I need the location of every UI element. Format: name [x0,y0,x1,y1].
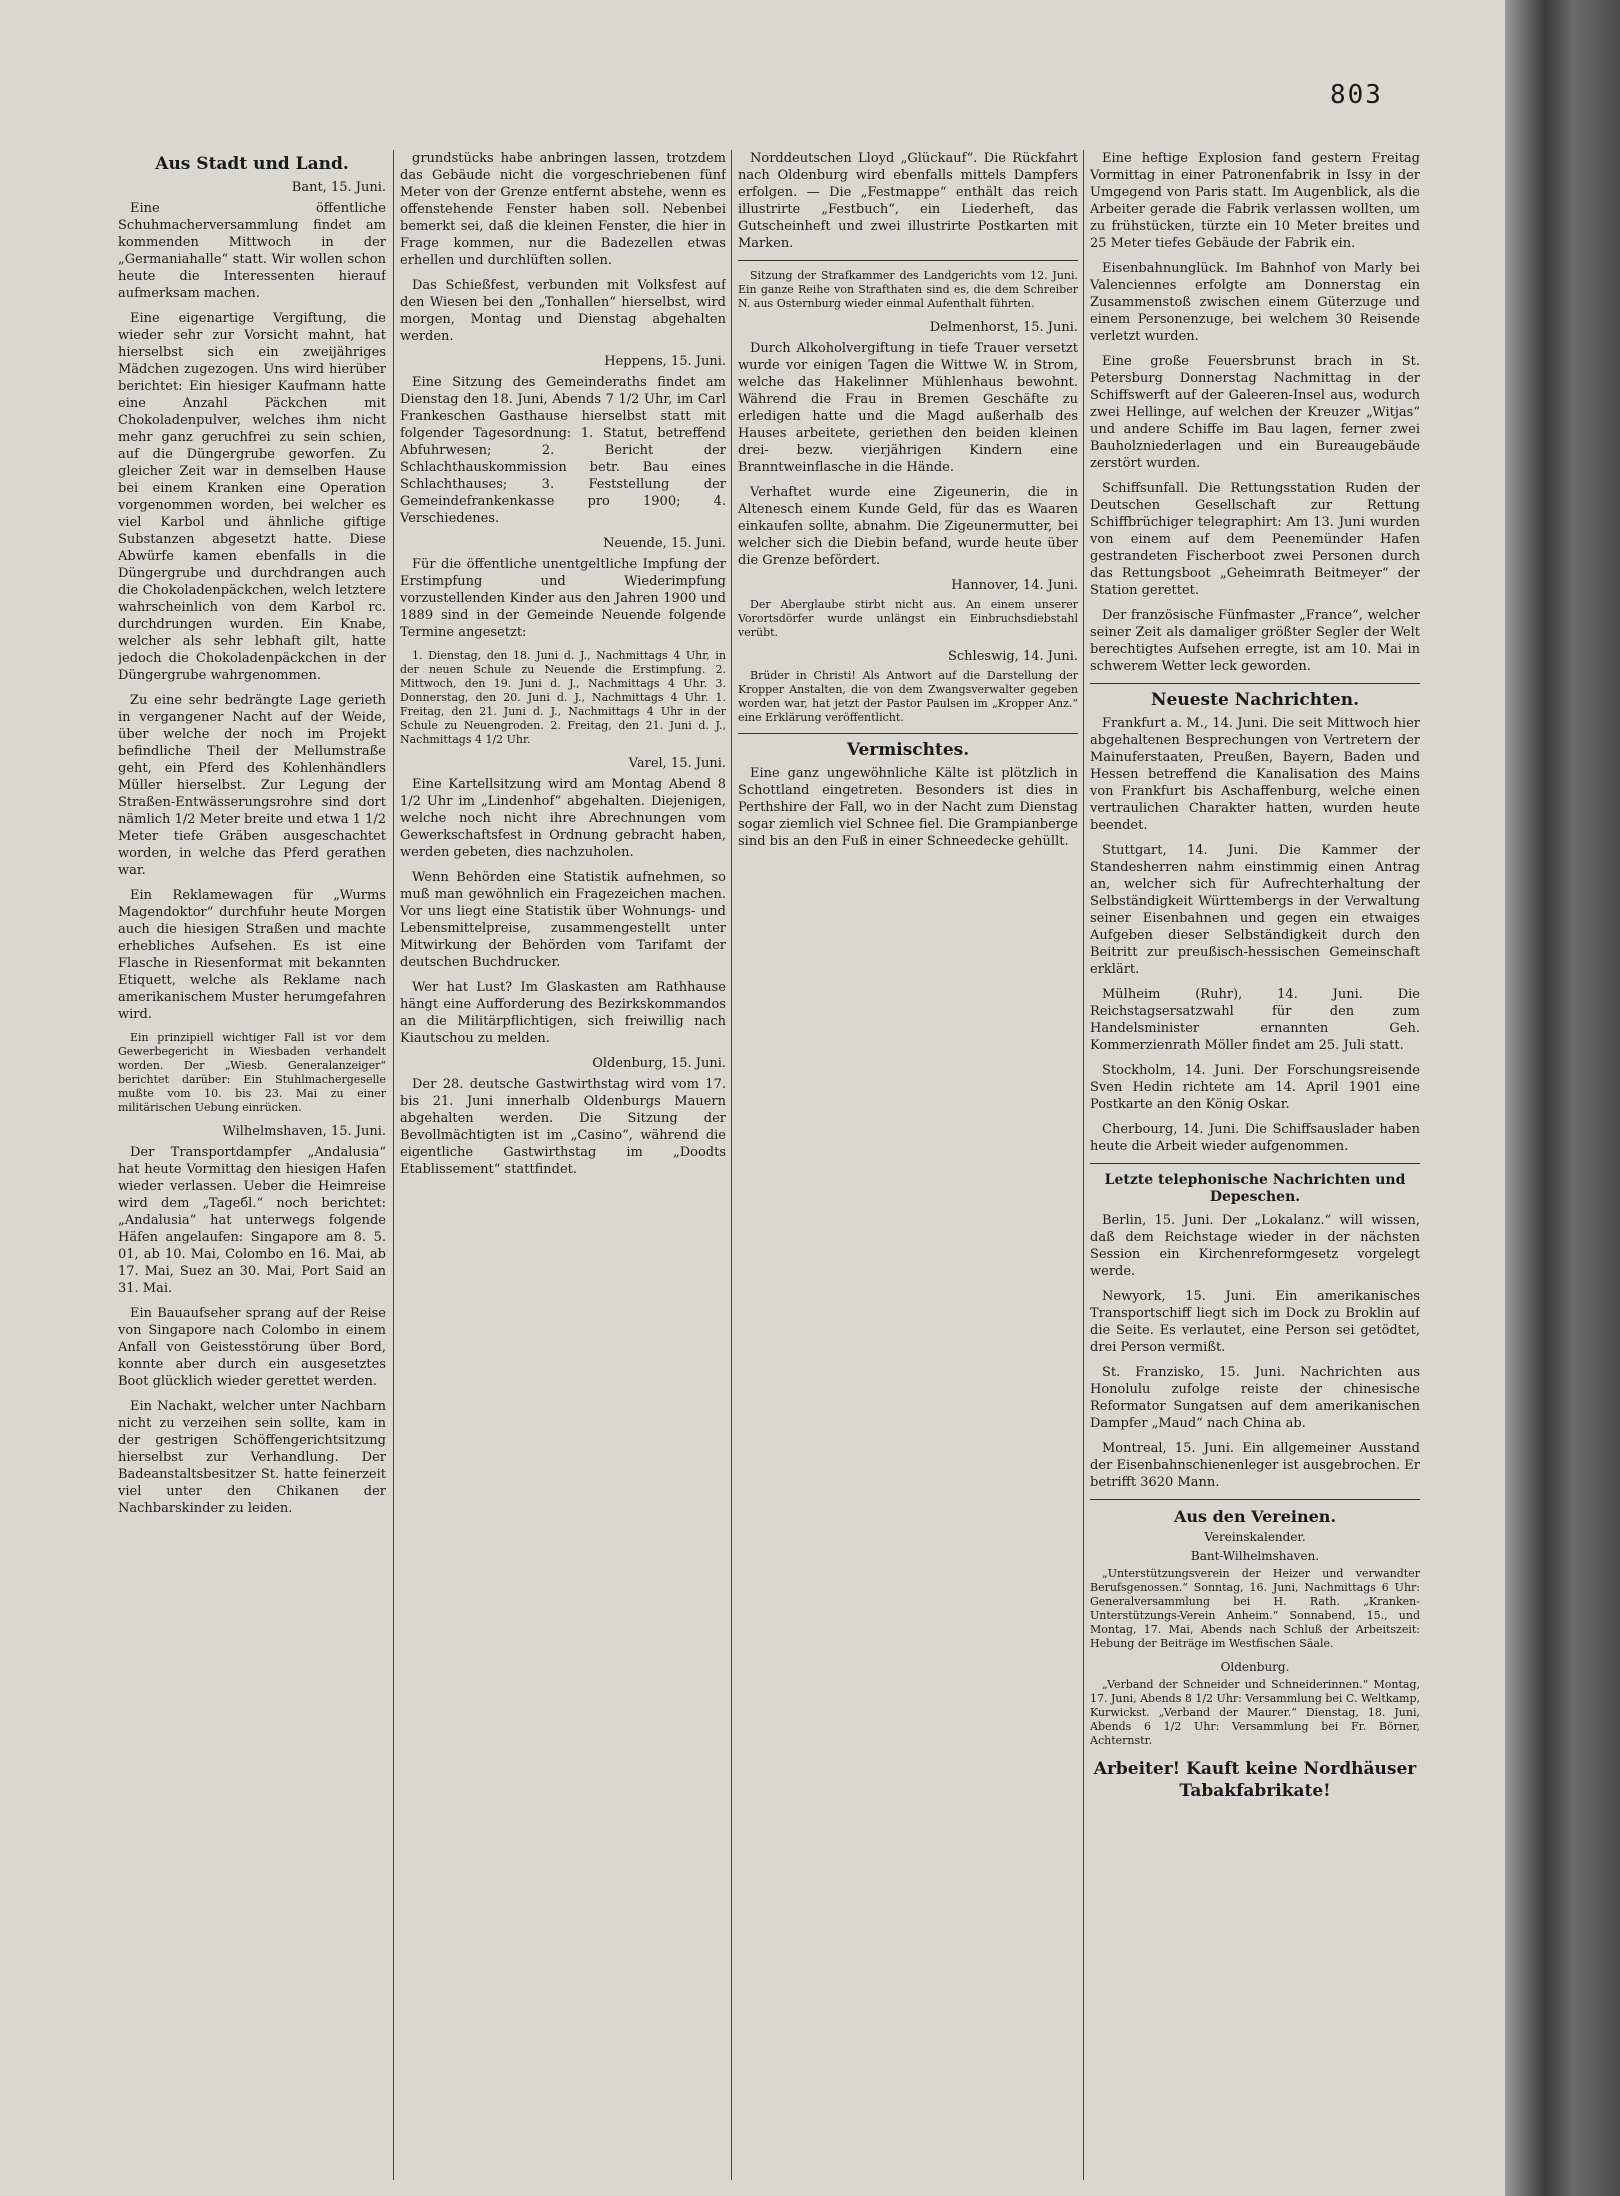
news-item: Montreal, 15. Juni. Ein allgemeiner Ausstand der Eisenbahnschienenleger ist ausgebrochen. Er betrifft 3620 Mann. [1090,1441,1420,1490]
section-title: Aus den Vereinen. [1173,1507,1337,1526]
news-item: Verhaftet wurde eine Zigeunerin, die in Altenesch einem Kunde Geld, für das es Waaren einkaufen sollte, abnahm. Die Zigeunermutter, bei welcher sich die Diebin befand, wurde heute über die Grenze befördert. [738,485,1078,568]
news-item: St. Franzisko, 15. Juni. Nachrichten aus Honolulu zufolge reiste der chinesische Reformator Sungatsen auf dem amerikanischen Dampfer „Maud“ nach China ab. [1090,1365,1420,1431]
divider [738,733,1078,734]
dateline: Wilhelmshaven, 15. Juni. [222,1124,386,1139]
column-rule [393,150,394,2180]
news-item: Eine ganz ungewöhnliche Kälte ist plötzlich in Schottland eingetreten. Besonders ist dies in Perthshire der Fall, wo in der Nacht zum Dienstag sogar ziemlich viel Schnee fiel. Die Grampianberge sind bis an den Fuß in einer Schneedecke gehüllt. [738,766,1078,849]
news-item: Sitzung der Strafkammer des Landgerichts vom 12. Juni. Ein ganze Reihe von Strafthaten sind es, die dem Schreiber N. aus Osternburg wieder einmal Aufenthalt führten. [738,269,1078,310]
news-item: Brüder in Christi! Als Antwort auf die Darstellung der Kropper Anstalten, die von dem Zwangsverwalter gegeben worden war, hat jetzt der Pastor Paulsen im „Kropper Anz.“ eine Erklärung veröffentlicht. [738,669,1078,724]
section-title: Aus Stadt und Land. [155,154,349,174]
news-item: Mülheim (Ruhr), 14. Juni. Die Reichstagsersatzwahl für den zum Handelsminister ernannten Geh. Kommerzienrath Möller findet am 25. Juli statt. [1090,987,1420,1053]
section-title: Letzte telephonische Nachrichten und Depeschen. [1104,1172,1406,1205]
news-item: Der Transportdampfer „Andalusia“ hat heute Vormittag den hiesigen Hafen wieder verlassen. Ueber die Heimreise wird dem „Tageбl.“ noch berichtet: „Andalusia“ hat unterwegs folgende Häfen angelaufen: Singapore am 8. 5. 01, ab 10. Mai, Colombo en 16. Mai, ab 17. Mai, Suez an 30. Mai, Port Said an 31. Mai. [118,1145,386,1296]
news-item: Wenn Behörden eine Statistik aufnehmen, so muß man gewöhnlich ein Fragezeichen machen. Vor uns liegt eine Statistik über Wohnungs- und Lebensmittelpreise, zusammengestellt unter Mitwirkung der Behörden vom Tarifamt der deutschen Buchdrucker. [400,870,726,970]
news-item: Eine große Feuersbrunst brach in St. Petersburg Donnerstag Nachmittag in der Schiffswerft auf der Galeeren-Insel aus, wodurch zwei Hellinge, auf welchen der Kreuzer „Witjas“ und andere Schiffe im Bau lagen, ferner zwei Bauholzniederlagen und ein Bureaugebäude zerstört wurden. [1090,354,1420,471]
news-item: „Unterstützungsverein der Heizer und verwandter Berufsgenossen.“ Sonntag, 16. Juni, Nachmittags 6 Uhr: Generalversammlung bei H. Rath. „Kranken-Unterstützungs-Verein Anheim.“ Sonnabend, 15., und Montag, 17. Mai, Abends nach Schluß der Arbeitszeit: Hebung der Beiträge im Westfischen Säale. [1090,1567,1420,1650]
divider [1090,1499,1420,1500]
news-item: Stuttgart, 14. Juni. Die Kammer der Standesherren nahm einstimmig einen Antrag an, welcher sich für Aufrechterhaltung der Selbständigkeit Württembergs in der Verwaltung seiner Eisenbahnen und gegen ein etwaiges Aufgeben dieser Selbständigkeit durch den Beitritt zur preußisch-hessischen Gemeinschaft erklärt. [1090,843,1420,977]
subheading: Bant-Wilhelmshaven. [1190,1549,1320,1563]
divider [1090,1163,1420,1164]
news-item: Durch Alkoholvergiftung in tiefe Trauer versetzt wurde vor einigen Tagen die Wittwe W. in Strom, welche das Hakelinner Mühlenhaus bewohnt. Während die Frau in Bremen Geschäfte zu erledigen hatte und die Magd außerhalb des Hauses arbeitete, geriethen den beiden kleinen drei- bezw. vierjährigen Kindern eine Branntweinflasche in die Hände. [738,341,1078,475]
news-item: Eine heftige Explosion fand gestern Freitag Vormittag in einer Patronenfabrik in Issy in der Umgegend von Paris statt. Im Augenblick, als die Arbeiter gerade die Fabrik verlassen wollten, um zu frühstücken, türzte ein 10 Meter breites und 25 Meter tiefes Gebäude der Fabrik ein. [1090,151,1420,251]
column-3 [738,150,1078,2170]
dateline: Schleswig, 14. Juni. [947,649,1078,664]
news-item: Eine eigenartige Vergiftung, die wieder sehr zur Vorsicht mahnt, hat hierselbst sich ein zweijähriges Mädchen zugezogen. Uns wird hierüber berichtet: Ein hiesiger Kaufmann hatte eine Anzahl Päckchen mit Chokoladenpulver, welches ihm nicht mehr ganz geruchfrei zu sein schien, auf die Düngergrube geworfen. Zu gleicher Zeit war in demselben Hause bei einem Kranken eine Operation vorgenommen worden, bei welcher es viel Karbol und ähnliche giftige Substanzen abgesetzt hatte. Diese Abwürfe kamen ebenfalls in die Düngergrube und durchdrangen auch die Chokoladenpäckchen, welch letztere wahrscheinlich von dem Karbol rc. durchdrungen wurden. Ein Knabe, welcher als sehr lebhaft gilt, hatte jedoch die Chokoladenpäckchen in der Düngergrube wahrgenommen. [118,311,386,683]
news-item: Das Schießfest, verbunden mit Volksfest auf den Wiesen bei den „Tonhallen“ hierselbst, wird morgen, Montag und Dienstag abgehalten werden. [400,278,726,344]
column-1 [118,150,386,2170]
divider [738,260,1078,261]
dateline: Delmenhorst, 15. Juni. [929,320,1078,335]
column-4 [1090,150,1420,2170]
dateline: Varel, 15. Juni. [628,756,726,771]
news-item: Wer hat Lust? Im Glaskasten am Rathhause hängt eine Aufforderung des Bezirkskommandos an die Militärpflichtigen, sich freiwillig nach Kiautschou zu melden. [400,980,726,1046]
news-item: „Verband der Schneider und Schneiderinnen.“ Montag, 17. Juni, Abends 8 1/2 Uhr: Versammlung bei C. Weltkamp, Kurwickst. „Verband der Maurer.“ Dienstag, 18. Juni, Abends 6 1/2 Uhr: Versammlung bei Fr. Börner, Achternstr. [1090,1678,1420,1747]
subheading: Oldenburg. [1220,1660,1290,1674]
news-item: Cherbourg, 14. Juni. Die Schiffsauslader haben heute die Arbeit wieder aufgenommen. [1090,1122,1420,1154]
book-binding [1505,0,1620,2196]
news-item: Der französische Fünfmaster „France“, welcher seiner Zeit als damaliger größter Segler der Welt berechtigtes Aufsehen erregte, ist am 10. Mai in schwerem Wetter leck geworden. [1090,608,1420,674]
subheading: Vereinskalender. [1204,1530,1306,1544]
news-item: Der Aberglaube stirbt nicht aus. An einem unserer Vorortsdörfer wurde unlängst ein Einbruchsdiebstahl verübt. [738,598,1078,639]
news-item: Ein Bauaufseher sprang auf der Reise von Singapore nach Colombo in einem Anfall von Geistesstörung über Bord, konnte aber durch ein ausgesetztes Boot glücklich wieder gerettet werden. [118,1306,386,1389]
news-item: Ein prinzipiell wichtiger Fall ist vor dem Gewerbegericht in Wiesbaden verhandelt worden. Der „Wiesb. Generalanzeiger“ berichtet darüber: Ein Stuhlmachergeselle mußte vom 10. bis 23. Mai zu einer militärischen Uebung einrücken. [118,1031,386,1114]
news-item: Zu eine sehr bedrängte Lage gerieth in vergangener Nacht auf der Weide, über welche der noch im Projekt befindliche Theil der Mellumstraße geht, ein Pferd des Kohlenhändlers Müller hierselbst. Zur Legung der Straßen-Entwässerungsrohre sind dort nämlich 1/2 Meter breite und etwa 1 1/2 Meter tiefe Gräben ausgeschachtet worden, in welche das Pferd gerathen war. [118,693,386,878]
news-item: Eine Kartellsitzung wird am Montag Abend 8 1/2 Uhr im „Lindenhof“ abgehalten. Diejenigen, welche noch nicht ihre Abrechnungen vom Gewerkschaftsfest in Ordnung gebracht haben, werden gebeten, dies nachzuholen. [400,777,726,860]
appeal-banner: Arbeiter! Kauft keine Nordhäuser Tabakfabrikate! [1093,1759,1417,1801]
news-item: Ein Reklamewagen für „Wurms Magendoktor“ durchfuhr heute Morgen auch die hiesigen Straßen und machte erhebliches Aufsehen. Es ist eine Flasche in Riesenformat mit bekannten Etiquett, welche als Reklame nach amerikanischem Muster herumgefahren wird. [118,888,386,1022]
news-item: Schiffsunfall. Die Rettungsstation Ruden der Deutschen Gesellschaft zur Rettung Schiffbrüchiger telegraphirt: Am 13. Juni wurden von einem auf dem Peenemünder Hafen gestrandeten Fischerboot zwei Personen durch das Rettungsboot „Geheimrath Beitmeyer“ der Station gerettet. [1090,481,1420,598]
dateline: Oldenburg, 15. Juni. [592,1056,726,1071]
news-item: Eine öffentliche Schuhmacherversammlung findet am kommenden Mittwoch in der „Germaniahalle“ statt. Wir wollen schon heute die Interessenten hierauf aufmerksam machen. [118,201,386,301]
news-item: Der 28. deutsche Gastwirthstag wird vom 17. bis 21. Juni innerhalb Oldenburgs Mauern abgehalten werden. Die Sitzung der Bevollmächtigten ist im „Casino“, während die eigentliche Gastwirthstag im „Doodts Etablissement“ stattfindet. [400,1077,726,1177]
column-rule [731,150,732,2180]
news-item: Für die öffentliche unentgeltliche Impfung der Erstimpfung und Wiederimpfung vorzustellenden Kinder aus den Jahren 1900 und 1889 sind in der Gemeinde Neuende folgende Termine angesetzt: [400,557,726,640]
news-item: Newyork, 15. Juni. Ein amerikanisches Transportschiff liegt sich im Dock zu Broklin auf die Seite. Es verlautet, eine Person sei getödtet, drei Person vermißt. [1090,1289,1420,1355]
dateline: Heppens, 15. Juni. [604,354,726,369]
news-item: Frankfurt a. M., 14. Juni. Die seit Mittwoch hier abgehaltenen Besprechungen von Vertretern der Mainuferstaaten, Preußen, Bayern, Baden und Hessen betreffend die Kanalisation des Mains von Frankfurt bis Aschaffenburg, welche einen vertraulichen Charakter hatten, wurden heute beendet. [1090,716,1420,833]
news-item: grundstücks habe anbringen lassen, trotzdem das Gebäude nicht die vorgeschriebenen fünf Meter von der Grenze entfernt abstehe, wenn es offenstehende Fenster haben soll. Nebenbei bemerkt sei, daß die kleinen Fenster, die hier in Frage kommen, nur die Badezellen etwas erhellen und durchlüften sollen. [400,151,726,268]
dateline: Neuende, 15. Juni. [603,536,726,551]
divider [1090,683,1420,684]
section-title: Vermischtes. [846,740,970,760]
page-number: 803 [1330,80,1383,110]
column-rule [1083,150,1084,2180]
dateline: Bant, 15. Juni. [291,180,386,195]
news-item: Ein Nachakt, welcher unter Nachbarn nicht zu verzeihen sein sollte, kam in der gestrigen Schöffengerichtsitzung hierselbst zur Verhandlung. Der Badeanstaltsbesitzer St. hatte feinerzeit viel unter den Chikanen der Nachbarskinder zu leiden. [118,1399,386,1516]
section-title: Neueste Nachrichten. [1150,690,1360,710]
news-item: 1. Dienstag, den 18. Juni d. J., Nachmittags 4 Uhr, in der neuen Schule zu Neuende die Erstimpfung. 2. Mittwoch, den 19. Juni d. J., Nachmittags 4 Uhr. 3. Donnerstag, den 20. Juni d. J., Nachmittags 4 Uhr. 1. Freitag, den 21. Juni d. J., Nachmittags 4 Uhr in der Schule zu Neuengroden. 2. Freitag, den 21. Juni d. J., Nachmittags 4 1/2 Uhr. [400,649,726,746]
column-2 [400,150,726,2170]
news-item: Berlin, 15. Juni. Der „Lokalanz.“ will wissen, daß dem Reichstage wieder in der nächsten Session ein Kirchenreformgesetz vorgelegt werde. [1090,1213,1420,1279]
dateline: Hannover, 14. Juni. [951,578,1078,593]
news-item: Stockholm, 14. Juni. Der Forschungsreisende Sven Hedin richtete am 14. April 1901 eine Postkarte an den König Oskar. [1090,1063,1420,1112]
news-item: Norddeutschen Lloyd „Glückauf“. Die Rückfahrt nach Oldenburg wird ebenfalls mittels Dampfers erfolgen. — Die „Festmappe“ enthält das reich illustrirte „Festbuch“, ein Liederheft, das Gutscheinheft und zwei illustrirte Postkarten mit Marken. [738,151,1078,251]
news-item: Eisenbahnunglück. Im Bahnhof von Marly bei Valenciennes erfolgte am Donnerstag ein Zusammenstoß zwischen einem Güterzuge und einem Personenzuge, bei welchem 30 Reisende verletzt wurden. [1090,261,1420,344]
news-item: Eine Sitzung des Gemeinderaths findet am Dienstag den 18. Juni, Abends 7 1/2 Uhr, im Carl Frankeschen Gasthause hierselbst statt mit folgender Tagesordnung: 1. Statut, betreffend Abfuhrwesen; 2. Bericht der Schlachthauskommission betr. Bau eines Schlachthauses; 3. Feststellung der Gemeindefrankenkasse pro 1900; 4. Verschiedenes. [400,375,726,526]
